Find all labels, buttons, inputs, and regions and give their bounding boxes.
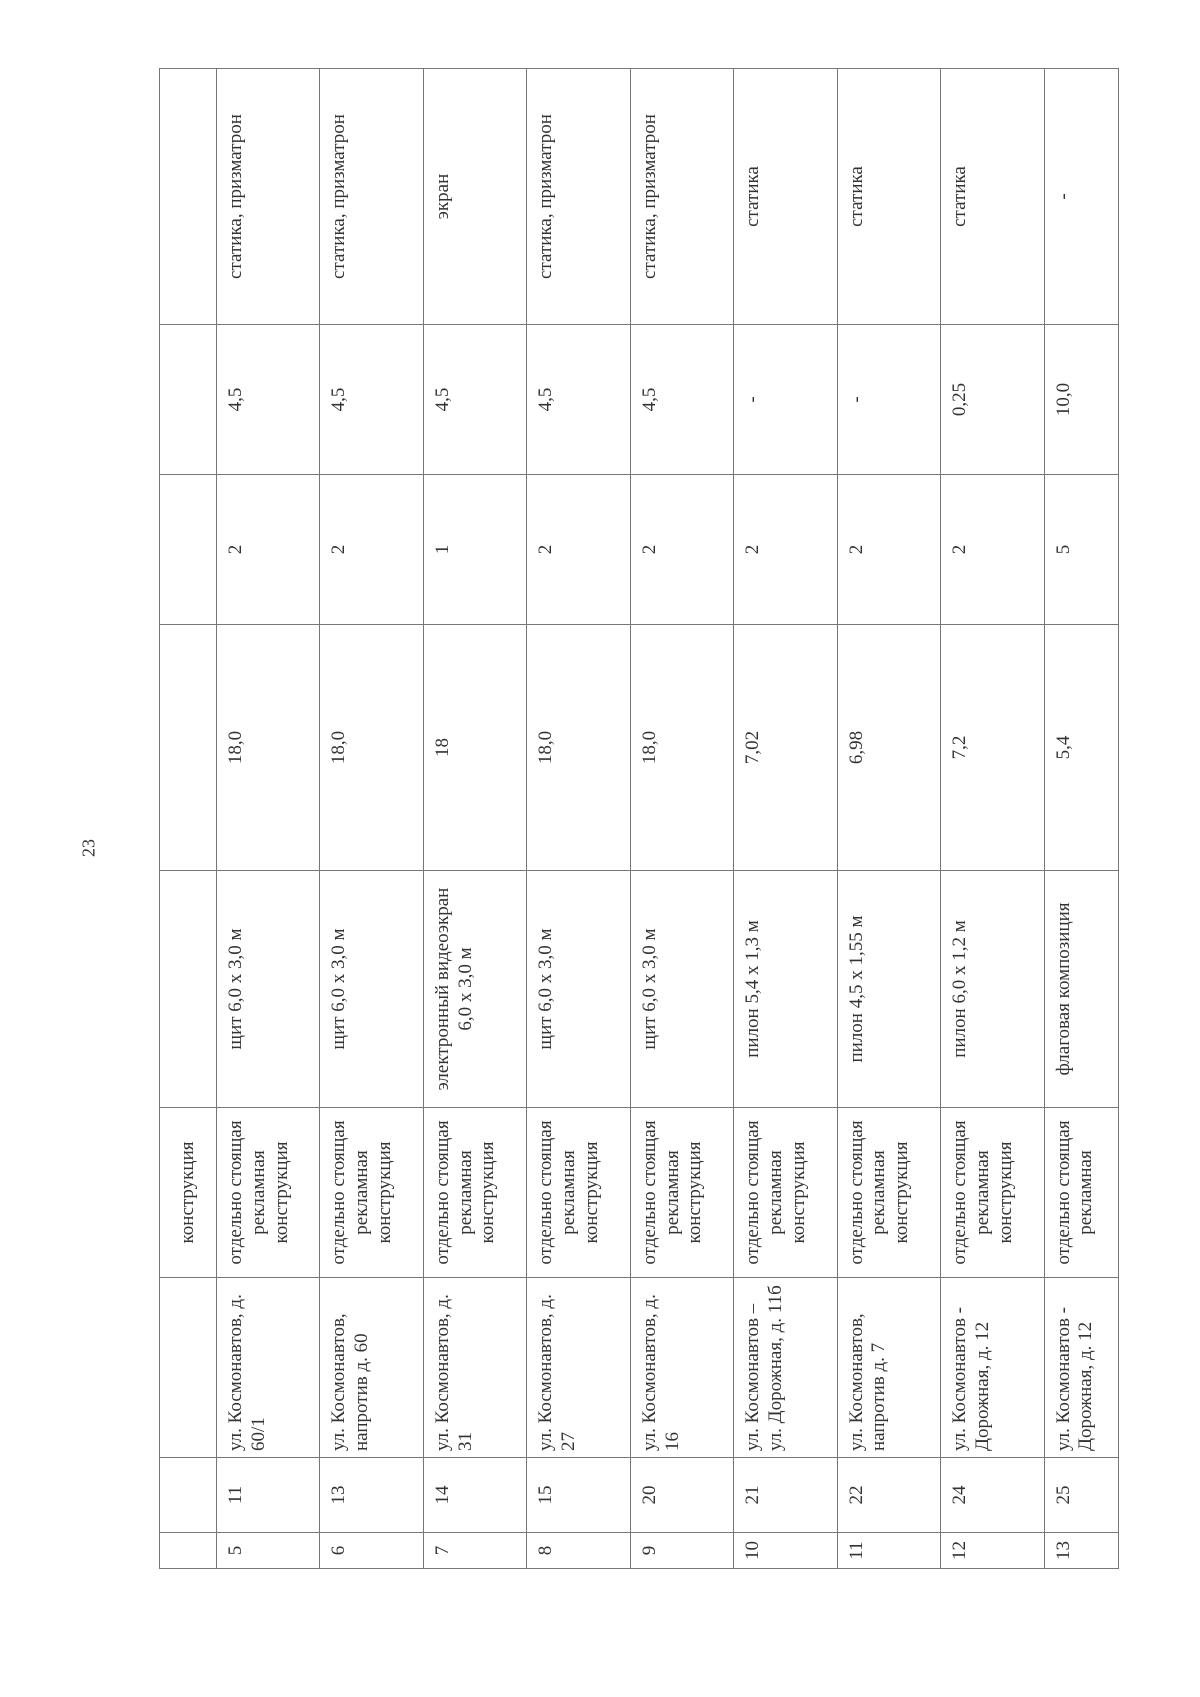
format-cell: флаговая композиция [1044, 871, 1119, 1108]
format-cell: щит 6,0 х 3,0 м [320, 871, 423, 1108]
area-cell: 18,0 [630, 625, 733, 871]
area-cell: 18 [423, 625, 526, 871]
format-cell: пилон 5,4 х 1,3 м [734, 871, 837, 1108]
header-cell [160, 475, 217, 625]
technology-cell: статика [941, 69, 1044, 325]
field-area-cell: 4,5 [217, 325, 320, 475]
structure-number-cell: 25 [1044, 1458, 1119, 1533]
header-cell [160, 69, 217, 325]
structure-type-cell: отдельно стоящая рекламная [1044, 1108, 1119, 1278]
structure-type-cell: отдельно стоящая рекламная конструкция [837, 1108, 940, 1278]
technology-cell: статика, призматрон [527, 69, 630, 325]
structure-number-cell: 24 [941, 1458, 1044, 1533]
row-number-cell: 10 [734, 1533, 837, 1569]
header-cell [160, 1278, 217, 1458]
structure-number-cell: 14 [423, 1458, 526, 1533]
field-area-cell: 4,5 [423, 325, 526, 475]
sides-cell: 5 [1044, 475, 1119, 625]
structure-type-cell: отдельно стоящая рекламная конструкция [941, 1108, 1044, 1278]
structure-type-cell: отдельно стоящая рекламная конструкция [320, 1108, 423, 1278]
table-header-row [160, 69, 217, 1569]
sides-cell: 2 [527, 475, 630, 625]
page-number: 23 [78, 839, 99, 857]
row-number-cell: 6 [320, 1533, 423, 1569]
table-row [837, 69, 940, 1569]
structure-type-cell: отдельно стоящая рекламная конструкция [527, 1108, 630, 1278]
address-cell: ул. Космонавтов, напротив д. 7 [837, 1278, 940, 1458]
structure-type-cell: отдельно стоящая рекламная конструкция [423, 1108, 526, 1278]
address-cell: ул. Космонавтов, д. 31 [423, 1278, 526, 1458]
sides-cell: 2 [837, 475, 940, 625]
sides-cell: 2 [320, 475, 423, 625]
address-cell: ул. Космонавтов, д. 60/1 [217, 1278, 320, 1458]
structure-number-cell: 20 [630, 1458, 733, 1533]
structure-number-cell: 11 [217, 1458, 320, 1533]
area-cell: 6,98 [837, 625, 940, 871]
row-number-cell: 11 [837, 1533, 940, 1569]
row-number-cell: 12 [941, 1533, 1044, 1569]
structure-number-cell: 15 [527, 1458, 630, 1533]
address-cell: ул. Космонавтов, д. 27 [527, 1278, 630, 1458]
header-type-cell: конструкция [160, 1108, 217, 1278]
table-row [1044, 69, 1119, 1569]
area-cell: 5,4 [1044, 625, 1119, 871]
format-cell: щит 6,0 х 3,0 м [630, 871, 733, 1108]
field-area-cell: - [837, 325, 940, 475]
structure-number-cell: 13 [320, 1458, 423, 1533]
technology-cell: - [1044, 69, 1119, 325]
row-number-cell: 7 [423, 1533, 526, 1569]
sides-cell: 2 [941, 475, 1044, 625]
address-cell: ул. Космонавтов - Дорожная, д. 12 [941, 1278, 1044, 1458]
table-row [527, 69, 630, 1569]
area-cell: 7,02 [734, 625, 837, 871]
sides-cell: 2 [217, 475, 320, 625]
header-cell [160, 325, 217, 475]
table-row [630, 69, 733, 1569]
row-number-cell: 9 [630, 1533, 733, 1569]
format-cell: щит 6,0 х 3,0 м [217, 871, 320, 1108]
row-number-cell: 13 [1044, 1533, 1119, 1569]
header-cell [160, 625, 217, 871]
technology-cell: экран [423, 69, 526, 325]
row-number-cell: 5 [217, 1533, 320, 1569]
technology-cell: статика [734, 69, 837, 325]
structure-type-cell: отдельно стоящая рекламная конструкция [217, 1108, 320, 1278]
structure-type-cell: отдельно стоящая рекламная конструкция [734, 1108, 837, 1278]
field-area-cell: - [734, 325, 837, 475]
structure-type-cell: отдельно стоящая рекламная конструкция [630, 1108, 733, 1278]
header-cell [160, 871, 217, 1108]
area-cell: 18,0 [217, 625, 320, 871]
address-cell: ул. Космонавтов, напротив д. 60 [320, 1278, 423, 1458]
field-area-cell: 0,25 [941, 325, 1044, 475]
format-cell: щит 6,0 х 3,0 м [527, 871, 630, 1108]
table-row [320, 69, 423, 1569]
table-row [423, 69, 526, 1569]
area-cell: 18,0 [320, 625, 423, 871]
table-row [734, 69, 837, 1569]
format-cell: пилон 6,0 х 1,2 м [941, 871, 1044, 1108]
field-area-cell: 4,5 [630, 325, 733, 475]
structure-number-cell: 21 [734, 1458, 837, 1533]
technology-cell: статика, призматрон [320, 69, 423, 325]
sides-cell: 1 [423, 475, 526, 625]
header-cell [160, 1533, 217, 1569]
sides-cell: 2 [630, 475, 733, 625]
field-area-cell: 4,5 [527, 325, 630, 475]
format-cell: пилон 4,5 х 1,55 м [837, 871, 940, 1108]
area-cell: 18,0 [527, 625, 630, 871]
technology-cell: статика [837, 69, 940, 325]
header-cell [160, 1458, 217, 1533]
field-area-cell: 4,5 [320, 325, 423, 475]
table-row [941, 69, 1044, 1569]
technology-cell: статика, призматрон [217, 69, 320, 325]
rotated-table-wrapper [159, 69, 1119, 1569]
sides-cell: 2 [734, 475, 837, 625]
field-area-cell: 10,0 [1044, 325, 1119, 475]
address-cell: ул. Космонавтов, д. 16 [630, 1278, 733, 1458]
technology-cell: статика, призматрон [630, 69, 733, 325]
table-row [217, 69, 320, 1569]
address-cell: ул. Космонавтов – ул. Дорожная, д. 11б [734, 1278, 837, 1458]
row-number-cell: 8 [527, 1533, 630, 1569]
address-cell: ул. Космонавтов - Дорожная, д. 12 [1044, 1278, 1119, 1458]
format-cell: электронный видеоэкран 6,0 х 3,0 м [423, 871, 526, 1108]
area-cell: 7,2 [941, 625, 1044, 871]
structure-number-cell: 22 [837, 1458, 940, 1533]
advertising-structures-table [159, 68, 1119, 1569]
